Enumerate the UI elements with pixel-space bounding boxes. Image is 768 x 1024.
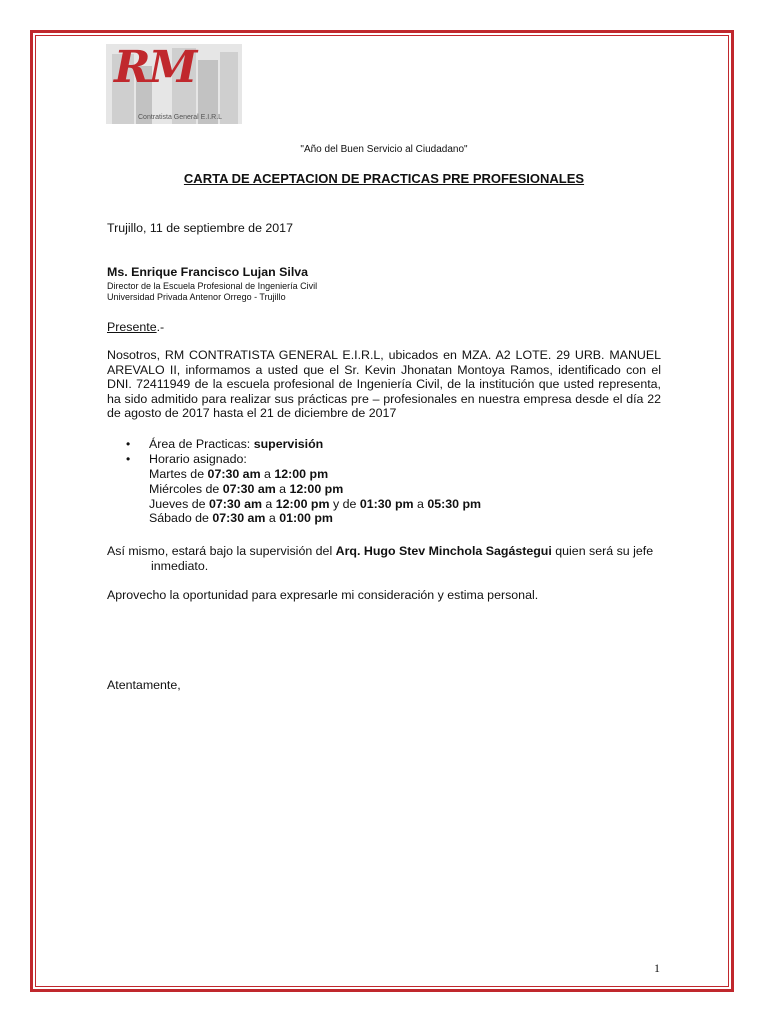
- details-list: [126, 437, 323, 467]
- page-number: 1: [654, 961, 660, 975]
- schedule: [126, 467, 481, 526]
- logo-subtitle: Contratista General E.I.R.L: [138, 114, 223, 121]
- schedule-row: Sábado de 07:30 am a 01:00 pm: [149, 511, 333, 526]
- supervisor-name: Arq. Hugo Stev Minchola Sagástegui: [335, 544, 552, 558]
- presente-suffix: .-: [156, 320, 165, 334]
- date-line: Trujillo, 11 de septiembre de 2017: [107, 221, 293, 235]
- area-value: supervisión: [253, 437, 324, 451]
- recipient-name: Ms. Enrique Francisco Lujan Silva: [107, 265, 309, 279]
- motto: "Año del Buen Servicio al Ciudadano": [300, 144, 468, 155]
- letter-title: CARTA DE ACEPTACION DE PRACTICAS PRE PROFESIONALES: [183, 171, 585, 186]
- closing-paragraph: Aprovecho la oportunidad para expresarle mi consideración y estima personal.: [107, 588, 539, 602]
- presente-word: Presente: [107, 320, 157, 334]
- sign-off: Atentamente,: [107, 678, 181, 692]
- list-item: [126, 437, 323, 452]
- schedule-row: Martes de 07:30 am a 12:00 pm: [149, 467, 329, 481]
- schedule-row: Miércoles de 07:30 am a 12:00 pm: [149, 481, 344, 496]
- supervision-paragraph: Así mismo, estará bajo la supervisión del Arq. Hugo Stev Minchola Sagástegui quien será su jefe inmediato.: [107, 544, 654, 573]
- horario-label: Horario asignado:: [149, 451, 247, 466]
- logo-initials: RM: [114, 44, 196, 93]
- salutation: [107, 320, 164, 334]
- recipient-university-line: Universidad Privada Antenor Orrego - Trujillo: [107, 292, 286, 302]
- recipient-title-line: Director de la Escuela Profesional de Ingeniería Civil: [107, 281, 318, 291]
- area-label: Área de Practicas:: [149, 437, 254, 451]
- intro-paragraph: Nosotros, RM CONTRATISTA GENERAL E.I.R.L, ubicados en MZA. A2 LOTE. 29 URB. MANUEL AREVALO II, informamos a usted que el Sr. Kevin Jhonatan Montoya Ramos, identificado con el DNI. 72411949 de la escuela profesional de Ingeniería Civil, de la institución que usted representa, ha sido admitido para realizar sus prácticas pre – profesionales en nuestra empresa desde el día 22 de agosto de 2017 hasta el 21 de diciembre de 2017: [107, 348, 661, 421]
- list-item: [126, 452, 323, 467]
- company-logo: [106, 44, 242, 124]
- schedule-row: Jueves de 07:30 am a 12:00 pm y de 01:30 pm a 05:30 pm: [149, 496, 482, 511]
